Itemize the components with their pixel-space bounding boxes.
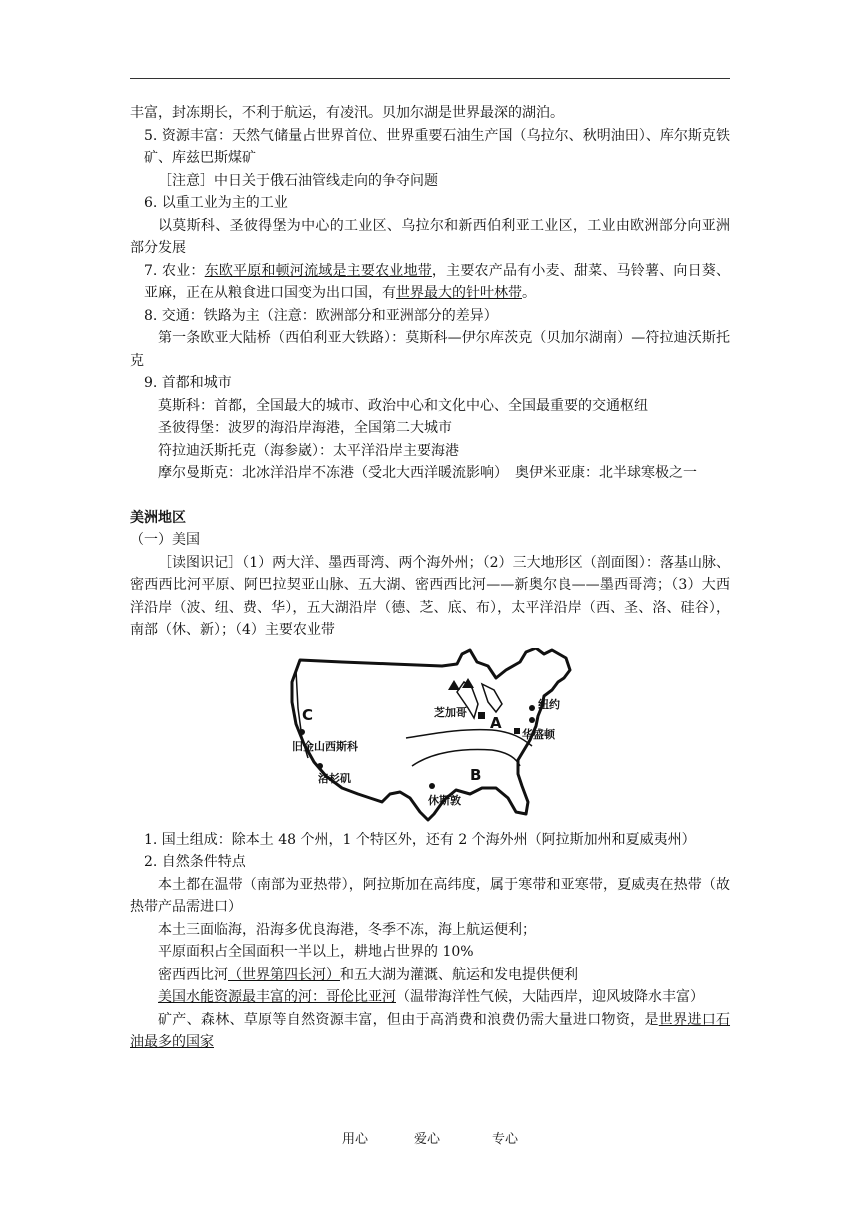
paragraph: 平原面积占全国面积一半以上，耕地占世界的 10% — [158, 944, 474, 960]
city-label-chicago: 芝加哥 — [434, 705, 467, 719]
paragraph: 圣彼得堡：波罗的海沿岸海港，全国第二大城市 — [158, 420, 452, 436]
city-label-houston: 休斯敦 — [428, 793, 461, 807]
document-body — [130, 102, 730, 1054]
item-heading: 2. 自然条件特点 — [144, 854, 246, 870]
item-heading: 8. 交通：铁路为主（注意：欧洲部分和亚洲部分的差异） — [144, 307, 498, 324]
region-label-a: A — [490, 713, 502, 732]
underlined-text: （世界第四长河） — [228, 966, 340, 983]
underlined-text: 世界进口石油最多的国家 — [130, 1011, 731, 1050]
paragraph: 莫斯科：首都，全国最大的城市、政治中心和文化中心、全国最重要的交通枢纽 — [158, 397, 648, 414]
paragraph — [130, 986, 730, 1009]
text: （温带海洋性气候，大陆西岸，迎风坡降水丰富） — [396, 989, 704, 1005]
region-label-c: C — [302, 705, 314, 724]
footer-text: 爱心 — [414, 1132, 441, 1147]
city-label-newyork: 纽约 — [538, 697, 560, 711]
usa-map-figure — [282, 648, 582, 823]
paragraph: 符拉迪沃斯托克（海参崴）：太平洋沿岸主要海港 — [158, 442, 459, 459]
paragraph — [130, 260, 730, 305]
header-rule — [130, 78, 730, 79]
footer-text: 专心 — [492, 1132, 519, 1147]
paragraph — [130, 964, 730, 987]
paragraph: 1. 国土组成：除本土 48 个州，1 个特区外，还有 2 个海外州（阿拉斯加州和夏威夷州） — [144, 831, 696, 848]
paragraph: 本土三面临海，沿海多优良海港，冬季不冻，海上航运便利； — [158, 921, 536, 938]
paragraph — [130, 1009, 730, 1054]
text: 7. 农业： — [144, 262, 205, 279]
text: 和五大湖为灌溉、航运和发电提供便利 — [340, 966, 578, 983]
city-label-washington: 华盛顿 — [522, 727, 555, 741]
city-label-sanfrancisco: 旧金山西斯科 — [292, 739, 358, 753]
city-label-losangeles: 洛杉矶 — [318, 771, 351, 785]
section-heading: 美洲地区 — [130, 509, 186, 526]
text: 矿产、森林、草原等自然资源丰富，但由于高消费和浪费仍需大量进口物资，是 — [158, 1011, 659, 1028]
footer-text: 用心 — [342, 1132, 369, 1147]
paragraph: 5. 资源丰富：天然气储量占世界首位、世界重要石油生产国（乌拉尔、秋明油田）、库尔斯克铁矿、库兹巴斯煤矿 — [144, 127, 730, 166]
item-heading: 6. 以重工业为主的工业 — [144, 195, 288, 211]
text: 密西西比河 — [158, 966, 228, 983]
item-heading: 9. 首都和城市 — [144, 375, 232, 391]
underlined-text: 美国水能资源最丰富的河：哥伦比亚河 — [158, 989, 396, 1005]
paragraph: 第一条欧亚大陆桥（西伯利亚大铁路）：莫斯科—伊尔库茨克（贝加尔湖南）—符拉迪沃斯托克 — [130, 330, 730, 369]
region-label-b: B — [470, 765, 482, 784]
paragraph: 摩尔曼斯克：北冰洋沿岸不冻港（受北大西洋暖流影响） 奥伊米亚康：北半球寒极之一 — [158, 465, 697, 481]
paragraph: 丰富，封冻期长，不利于航运，有凌汛。贝加尔湖是世界最深的湖泊。 — [130, 105, 564, 121]
paragraph: 以莫斯科、圣彼得堡为中心的工业区、乌拉尔和新西伯利亚工业区，工业由欧洲部分向亚洲部分发展 — [130, 217, 730, 256]
note: ［注意］中日关于俄石油管线走向的争夺问题 — [158, 172, 438, 189]
underlined-text: 世界最大的针叶林带 — [396, 285, 522, 301]
subsection-heading: （一）美国 — [130, 532, 200, 548]
paragraph: ［读图识记］（1）两大洋、墨西哥湾、两个海外州；（2）三大地形区（剖面图）：落基山脉、密西西比河平原、阿巴拉契亚山脉、五大湖、密西西比河——新奥尔良——墨西哥湾；（3）大西洋沿岸（波、纽、费、华），五大湖沿岸（德、芝、底、布），太平洋沿岸（西、圣、洛、硅谷），南部（休、新）；（4）主要农业带 — [130, 554, 730, 638]
text: ，主要农产品有小麦、甜菜、马铃薯、向日葵、亚麻，正在从粮食进口国变为出口国，有 — [144, 262, 731, 301]
text: 。 — [522, 285, 536, 301]
underlined-text: 东欧平原和顿河流域是主要农业地带 — [204, 262, 432, 279]
paragraph: 本土都在温带（南部为亚热带），阿拉斯加在高纬度，属于寒带和亚寒带，夏威夷在热带（故热带产品需进口） — [130, 876, 730, 915]
